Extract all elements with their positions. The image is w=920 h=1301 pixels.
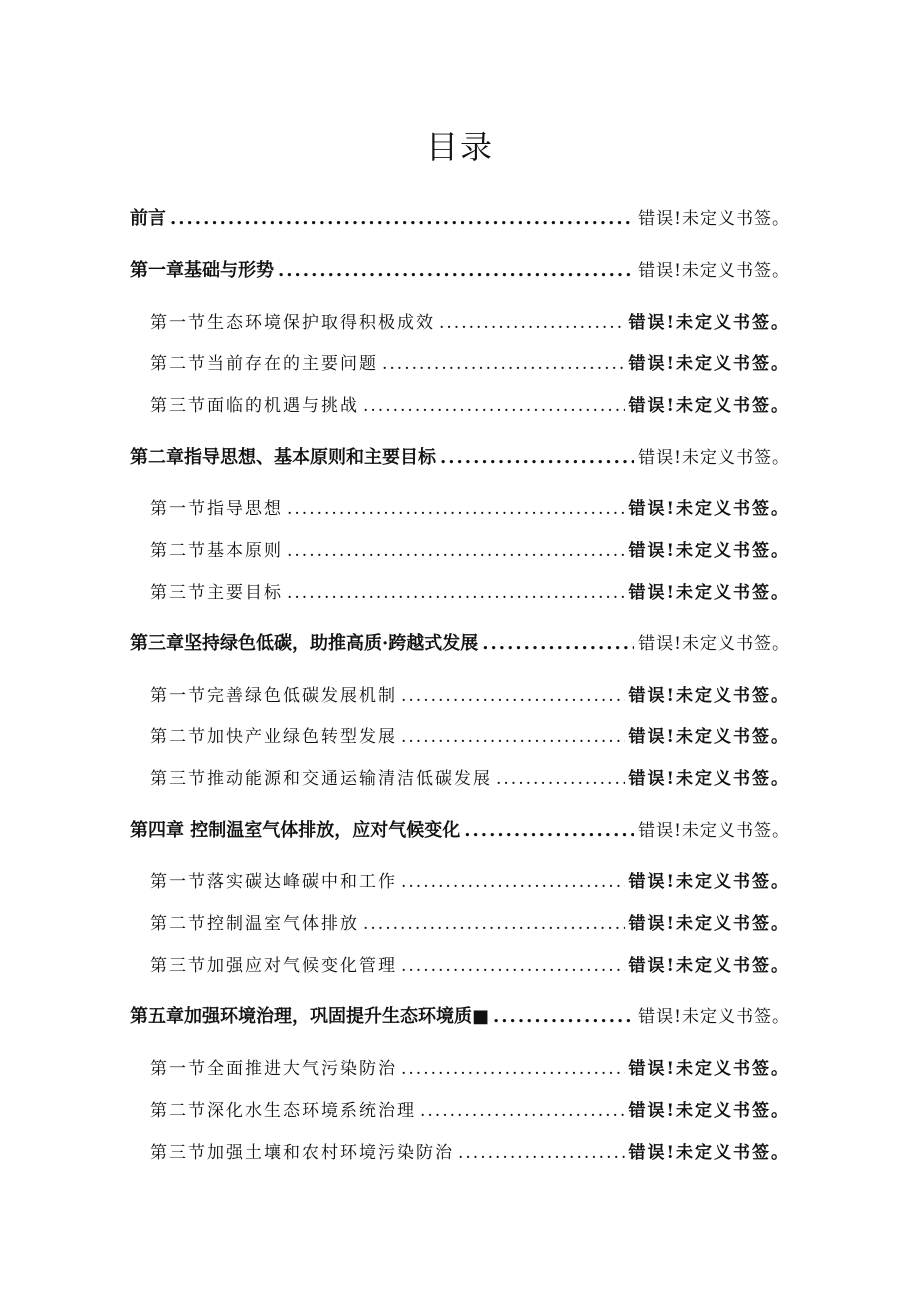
toc-entry-label: 前言 bbox=[130, 208, 166, 229]
dot-leader bbox=[287, 541, 625, 561]
toc-page-ref: 错误!未定义书签。 bbox=[628, 686, 790, 706]
toc-entry-label: 第一节落实碳达峰碳中和工作 bbox=[150, 872, 397, 892]
dot-leader bbox=[287, 499, 625, 519]
dot-leader bbox=[278, 260, 634, 281]
toc-section-2-3[interactable] bbox=[150, 578, 790, 603]
toc-page-ref: 错误!未定义书签。 bbox=[628, 769, 790, 789]
toc-page-ref: 错误!未定义书签。 bbox=[628, 956, 790, 976]
dot-leader bbox=[401, 956, 625, 976]
dot-leader bbox=[439, 313, 625, 333]
toc-entry-label: 第三节加强土壤和农村环境污染防治 bbox=[150, 1143, 454, 1163]
dot-leader bbox=[493, 1006, 634, 1027]
toc-section-4-3[interactable] bbox=[150, 951, 790, 976]
toc-page-ref: 错误!未定义书签。 bbox=[628, 396, 790, 416]
toc-page-ref: 错误!未定义书签。 bbox=[638, 821, 790, 841]
toc-entry-label: 第二节控制温室气体排放 bbox=[150, 914, 359, 934]
toc-entry-label: 第三节面临的机遇与挑战 bbox=[150, 396, 359, 416]
toc-entry-label: 第二节加快产业绿色转型发展 bbox=[150, 727, 397, 747]
toc-section-1-2[interactable] bbox=[150, 349, 790, 374]
toc-entry-label: 第五章加强环境治理，巩固提升生态环境质■ bbox=[130, 1006, 490, 1027]
toc-entry-label: 第四章 控制温室气体排放，应对气候变化 bbox=[130, 820, 461, 841]
dot-leader bbox=[496, 769, 625, 789]
toc-entry-label: 第三节加强应对气候变化管理 bbox=[150, 956, 397, 976]
toc-section-5-1[interactable] bbox=[150, 1054, 790, 1079]
toc-entry-label: 第二节深化水生态环境系统治理 bbox=[150, 1101, 416, 1121]
toc-entry-label: 第三章坚持绿色低碳，助推高质·跨越式发展 bbox=[130, 633, 479, 654]
toc-entry-label: 第二章指导思想、基本原则和主要目标 bbox=[130, 447, 436, 468]
dot-leader bbox=[287, 583, 625, 603]
toc-page-ref: 错误!未定义书签。 bbox=[628, 583, 790, 603]
toc-entry-label: 第一节生态环境保护取得积极成效 bbox=[150, 313, 435, 333]
dot-leader bbox=[363, 396, 625, 416]
toc-page-ref: 错误!未定义书签。 bbox=[628, 313, 790, 333]
toc-page-ref: 错误!未定义书签。 bbox=[628, 872, 790, 892]
toc-section-5-3[interactable] bbox=[150, 1138, 790, 1163]
toc-page-ref: 错误!未定义书签。 bbox=[628, 914, 790, 934]
toc-page-ref: 错误!未定义书签。 bbox=[628, 1143, 790, 1163]
toc-chapter-preface[interactable] bbox=[130, 204, 790, 230]
dot-leader bbox=[420, 1101, 625, 1121]
dot-leader bbox=[440, 447, 634, 468]
dot-leader bbox=[401, 727, 625, 747]
toc-page-ref: 错误!未定义书签。 bbox=[638, 448, 790, 468]
dot-leader bbox=[170, 208, 634, 229]
toc-chapter-4[interactable] bbox=[130, 816, 790, 842]
toc-page-ref: 错误!未定义书签。 bbox=[638, 261, 790, 281]
toc-chapter-3[interactable] bbox=[130, 629, 790, 655]
toc-entry-label: 第三节推动能源和交通运输清洁低碳发展 bbox=[150, 769, 492, 789]
dot-leader bbox=[363, 914, 625, 934]
toc-section-3-3[interactable] bbox=[150, 764, 790, 789]
toc-section-3-1[interactable] bbox=[150, 681, 790, 706]
dot-leader bbox=[464, 820, 634, 841]
toc-entry-label: 第一节完善绿色低碳发展机制 bbox=[150, 686, 397, 706]
toc-section-2-2[interactable] bbox=[150, 536, 790, 561]
toc-entry-label: 第二节基本原则 bbox=[150, 541, 283, 561]
toc-page-ref: 错误!未定义书签。 bbox=[638, 634, 790, 654]
toc-entry-label: 第一章基础与形势 bbox=[130, 260, 274, 281]
toc-page-ref: 错误!未定义书签。 bbox=[628, 727, 790, 747]
toc-entry-label: 第一节全面推进大气污染防治 bbox=[150, 1059, 397, 1079]
dot-leader bbox=[382, 354, 625, 374]
toc-page-ref: 错误!未定义书签。 bbox=[638, 1007, 790, 1027]
toc-chapter-1[interactable] bbox=[130, 256, 790, 282]
toc-section-2-1[interactable] bbox=[150, 494, 790, 519]
toc-entry-label: 第一节指导思想 bbox=[150, 499, 283, 519]
toc-page-ref: 错误!未定义书签。 bbox=[628, 499, 790, 519]
dot-leader bbox=[401, 872, 625, 892]
toc-section-1-3[interactable] bbox=[150, 391, 790, 416]
toc-section-5-2[interactable] bbox=[150, 1096, 790, 1121]
toc-section-4-1[interactable] bbox=[150, 867, 790, 892]
toc-page-ref: 错误!未定义书签。 bbox=[628, 354, 790, 374]
toc-section-1-1[interactable] bbox=[150, 308, 790, 333]
page-title: 目录 bbox=[425, 128, 494, 166]
toc-section-4-2[interactable] bbox=[150, 909, 790, 934]
dot-leader bbox=[482, 633, 634, 654]
toc-entry-label: 第三节主要目标 bbox=[150, 583, 283, 603]
toc-chapter-5[interactable] bbox=[130, 1002, 790, 1028]
toc-page-ref: 错误!未定义书签。 bbox=[628, 541, 790, 561]
toc-page-ref: 错误!未定义书签。 bbox=[628, 1101, 790, 1121]
toc-page-ref: 错误!未定义书签。 bbox=[638, 209, 790, 229]
toc-chapter-2[interactable] bbox=[130, 443, 790, 469]
dot-leader bbox=[458, 1143, 625, 1163]
toc-page-ref: 错误!未定义书签。 bbox=[628, 1059, 790, 1079]
dot-leader bbox=[401, 686, 625, 706]
dot-leader bbox=[401, 1059, 625, 1079]
toc-entry-label: 第二节当前存在的主要问题 bbox=[150, 354, 378, 374]
toc-section-3-2[interactable] bbox=[150, 722, 790, 747]
